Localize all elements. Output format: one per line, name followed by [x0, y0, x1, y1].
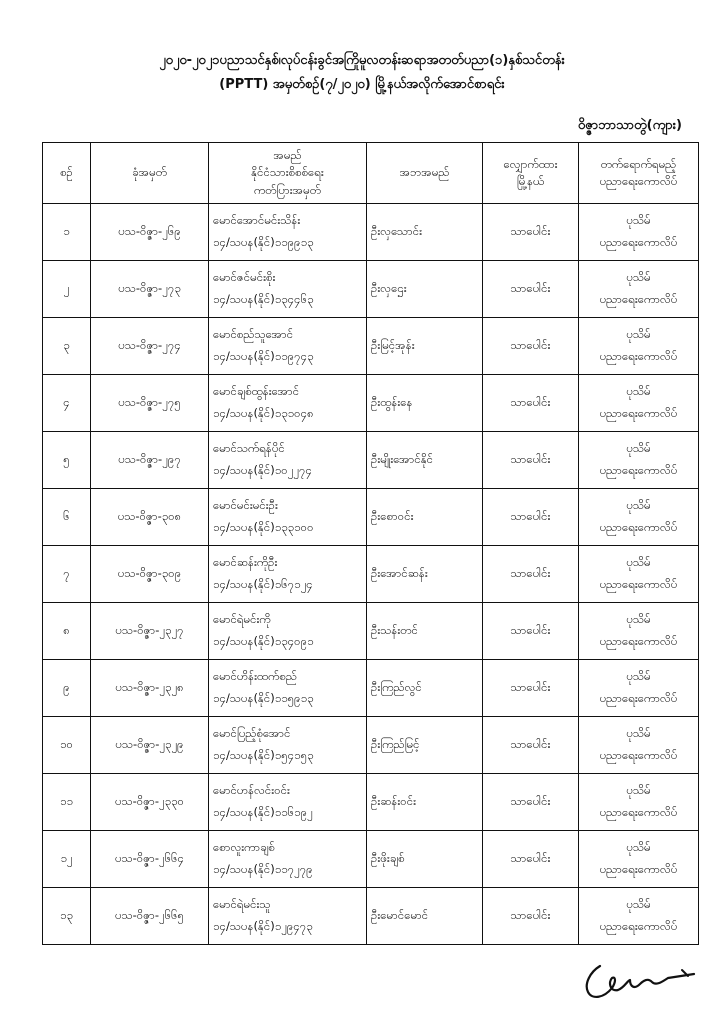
signature-mark — [582, 958, 700, 1002]
student-name: မောင်မင်းမင်းဦး — [213, 498, 278, 513]
row-number: ၇ — [43, 546, 91, 603]
table-row — [43, 774, 699, 831]
father-name: ဦးစောဝင်း — [367, 489, 483, 546]
header-name-line-2: နိုင်ငံသားစိစစ်ရေး — [251, 165, 324, 180]
table-row — [43, 489, 699, 546]
nrc-number: ၁၄/သပန(နိုင်)၁၁၇၂၇၉ — [213, 862, 313, 876]
table-row — [43, 546, 699, 603]
student-name: မောင်ချစ်ထွန်းအောင် — [213, 384, 300, 399]
name-nrc-cell — [209, 318, 367, 375]
row-number: ၁၂ — [43, 831, 91, 888]
results-table — [42, 142, 699, 945]
student-name: မောင်ပြည့်စုံအောင် — [213, 726, 291, 741]
father-name: ဦးကြည်လွင် — [367, 660, 483, 717]
roll-number: ပသ-ဝိဇ္ဇာ-၂၃၂၇ — [91, 603, 209, 660]
table-header-row — [43, 143, 699, 204]
student-name: မောင်ဟိန်းထက်စည် — [213, 669, 298, 684]
college-cell — [579, 432, 699, 489]
student-name: စောလူးကာချစ် — [213, 840, 275, 855]
name-nrc-cell — [209, 375, 367, 432]
college-name: ပညာရေးကောလိပ် — [599, 292, 678, 306]
college-cell — [579, 717, 699, 774]
nrc-number: ၁၄/သပန(နိုင်)၁၃၁၀၄၈ — [213, 406, 314, 420]
table-row — [43, 375, 699, 432]
name-nrc-cell — [209, 204, 367, 261]
college-name: ပညာရေးကောလိပ် — [599, 634, 678, 648]
header-roll-number: ခုံအမှတ် — [91, 143, 209, 204]
header-name-line-1: အမည် — [273, 148, 302, 163]
name-nrc-cell — [209, 660, 367, 717]
table-row — [43, 204, 699, 261]
nrc-number: ၁၄/သပန(နိုင်)၁၂၉၄၇၃ — [213, 919, 313, 933]
student-name: မောင်သက်ရန်ပိုင် — [213, 441, 285, 456]
college-cell — [579, 261, 699, 318]
father-name: ဦးဖိုးချစ် — [367, 831, 483, 888]
college-name: ပညာရေးကောလိပ် — [599, 805, 678, 819]
applied-township: သာပေါင်း — [483, 888, 579, 945]
father-name: ဦးမျိုးအောင်နိုင် — [367, 432, 483, 489]
college-name: ပညာရေးကောလိပ် — [599, 862, 678, 876]
nrc-number: ၁၄/သပန(နိုင်)၁၀၂၂၇၄ — [213, 463, 312, 477]
row-number: ၁ — [43, 204, 91, 261]
nrc-number: ၁၄/သပန(နိုင်)၁၅၄၁၅၃ — [213, 748, 314, 762]
college-city: ပုသိမ် — [626, 612, 651, 627]
name-nrc-cell — [209, 774, 367, 831]
student-name: မောင်ဆန်းကိုဦး — [213, 555, 278, 570]
college-cell — [579, 660, 699, 717]
college-city: ပုသိမ် — [626, 783, 651, 798]
header-college-line-1: တက်ရောက်ရမည့် — [600, 156, 677, 171]
row-number: ၃ — [43, 318, 91, 375]
row-number: ၉ — [43, 660, 91, 717]
header-no: စဉ် — [43, 143, 91, 204]
header-college — [579, 143, 699, 204]
college-name: ပညာရေးကောလိပ် — [599, 691, 678, 705]
applied-township: သာပေါင်း — [483, 831, 579, 888]
roll-number: ပသ-ဝိဇ္ဇာ-၃၀၉ — [91, 546, 209, 603]
college-city: ပုသိမ် — [626, 897, 651, 912]
nrc-number: ၁၄/သပန(နိုင်)၁၃၃၁၀၀ — [213, 520, 314, 534]
header-college-line-2: ပညာရေးကောလိပ် — [599, 174, 678, 188]
applied-township: သာပေါင်း — [483, 261, 579, 318]
header-name-nrc — [209, 143, 367, 204]
row-number: ၅ — [43, 432, 91, 489]
roll-number: ပသ-ဝိဇ္ဇာ-၂၆၆၅ — [91, 888, 209, 945]
college-name: ပညာရေးကောလိပ် — [599, 463, 678, 477]
header-township-line-2: မြို့နယ် — [516, 174, 545, 188]
table-row — [43, 831, 699, 888]
name-nrc-cell — [209, 432, 367, 489]
row-number: ၁၀ — [43, 717, 91, 774]
college-city: ပုသိမ် — [626, 498, 651, 513]
table-row — [43, 318, 699, 375]
college-cell — [579, 888, 699, 945]
nrc-number: ၁၄/သပန(နိုင်)၁၁၅၉၁၃ — [213, 691, 314, 705]
name-nrc-cell — [209, 546, 367, 603]
table-row — [43, 432, 699, 489]
applied-township: သာပေါင်း — [483, 318, 579, 375]
table-row — [43, 261, 699, 318]
college-name: ပညာရေးကောလိပ် — [599, 406, 678, 420]
section-label: ဝိဇ္ဇာဘာသာတွဲ(ကျား) — [577, 118, 682, 133]
college-city: ပုသိမ် — [626, 669, 651, 684]
applied-township: သာပေါင်း — [483, 717, 579, 774]
applied-township: သာပေါင်း — [483, 489, 579, 546]
header-name-line-3: ကတ်ပြားအမှတ် — [254, 182, 321, 197]
college-cell — [579, 774, 699, 831]
student-name: မောင်ဇင်မင်းစိုး — [213, 270, 276, 285]
name-nrc-cell — [209, 603, 367, 660]
nrc-number: ၁၄/သပန(နိုင်)၁၁၉၉၁၃ — [213, 235, 314, 249]
college-city: ပုသိမ် — [626, 384, 651, 399]
student-name: မောင်ရဲမင်းသူ — [213, 897, 271, 912]
student-name: မောင်ဟန်လင်းဝင်း — [213, 783, 290, 798]
table-row — [43, 717, 699, 774]
applied-township: သာပေါင်း — [483, 204, 579, 261]
college-city: ပုသိမ် — [626, 327, 651, 342]
college-cell — [579, 546, 699, 603]
roll-number: ပသ-ဝိဇ္ဇာ-၃၀၈ — [91, 489, 209, 546]
nrc-number: ၁၄/သပန(နိုင်)၁၁၉၇၄၃ — [213, 349, 314, 363]
roll-number: ပသ-ဝိဇ္ဇာ-၂၇၃ — [91, 261, 209, 318]
roll-number: ပသ-ဝိဇ္ဇာ-၂၉၇ — [91, 432, 209, 489]
college-name: ပညာရေးကောလိပ် — [599, 919, 678, 933]
student-name: မောင်အောင်မင်းသိန်း — [213, 213, 301, 228]
row-number: ၁၁ — [43, 774, 91, 831]
row-number: ၈ — [43, 603, 91, 660]
roll-number: ပသ-ဝိဇ္ဇာ-၂၃၂၉ — [91, 717, 209, 774]
header-father-name: အဘအမည် — [367, 143, 483, 204]
header-township — [483, 143, 579, 204]
document-title-line-2: (PPTT) အမှတ်စဉ်(၇/၂၀၂၀) မြို့နယ်အလိုက်အောင်စာရင်း — [219, 77, 505, 92]
college-cell — [579, 831, 699, 888]
father-name: ဦးသန်းတင် — [367, 603, 483, 660]
college-cell — [579, 489, 699, 546]
name-nrc-cell — [209, 489, 367, 546]
row-number: ၂ — [43, 261, 91, 318]
college-city: ပုသိမ် — [626, 270, 651, 285]
applied-township: သာပေါင်း — [483, 774, 579, 831]
college-name: ပညာရေးကောလိပ် — [599, 748, 678, 762]
table-row — [43, 888, 699, 945]
row-number: ၄ — [43, 375, 91, 432]
college-name: ပညာရေးကောလိပ် — [599, 577, 678, 591]
college-city: ပုသိမ် — [626, 726, 651, 741]
college-cell — [579, 375, 699, 432]
father-name: ဦးအောင်ဆန်း — [367, 546, 483, 603]
row-number: ၁၃ — [43, 888, 91, 945]
table-row — [43, 660, 699, 717]
nrc-number: ၁၄/သပန(နိုင်)၁၁၆၁၉၂ — [213, 805, 313, 819]
roll-number: ပသ-ဝိဇ္ဇာ-၂၃၂၈ — [91, 660, 209, 717]
header-township-line-1: လျှောက်ထား — [503, 156, 558, 171]
name-nrc-cell — [209, 831, 367, 888]
college-city: ပုသိမ် — [626, 213, 651, 228]
applied-township: သာပေါင်း — [483, 375, 579, 432]
father-name: ဦးမြင့်အုန်း — [367, 318, 483, 375]
college-cell — [579, 603, 699, 660]
name-nrc-cell — [209, 888, 367, 945]
nrc-number: ၁၄/သပန(နိုင်)၁၆၇၁၂၄ — [213, 577, 313, 591]
applied-township: သာပေါင်း — [483, 546, 579, 603]
college-city: ပုသိမ် — [626, 441, 651, 456]
college-city: ပုသိမ် — [626, 555, 651, 570]
name-nrc-cell — [209, 261, 367, 318]
document-title-line-1: ၂၀၂၀-၂၀၂၁ပညာသင်နှစ်၊လုပ်ငန်းခွင်အကြိုမူလတန်းဆရာအတတ်ပညာ(၁)နှစ်သင်တန်း — [159, 53, 565, 68]
father-name: ဦးထွန်းနေ — [367, 375, 483, 432]
applied-township: သာပေါင်း — [483, 660, 579, 717]
roll-number: ပသ-ဝိဇ္ဇာ-၂၇၅ — [91, 375, 209, 432]
table-row — [43, 603, 699, 660]
applied-township: သာပေါင်း — [483, 603, 579, 660]
student-name: မောင်စည်သူအောင် — [213, 327, 294, 342]
college-name: ပညာရေးကောလိပ် — [599, 235, 678, 249]
row-number: ၆ — [43, 489, 91, 546]
father-name: ဦးကြည်မြင့် — [367, 717, 483, 774]
roll-number: ပသ-ဝိဇ္ဇာ-၂၇၄ — [91, 318, 209, 375]
father-name: ဦးလှဌေး — [367, 261, 483, 318]
roll-number: ပသ-ဝိဇ္ဇာ-၂၆၆၄ — [91, 831, 209, 888]
father-name: ဦးမောင်မောင် — [367, 888, 483, 945]
nrc-number: ၁၄/သပန(နိုင်)၁၃၄၀၉၁ — [213, 634, 314, 648]
college-city: ပုသိမ် — [626, 840, 651, 855]
nrc-number: ၁၄/သပန(နိုင်)၁၃၄၄၆၃ — [213, 292, 314, 306]
roll-number: ပသ-ဝိဇ္ဇာ-၂၆၉ — [91, 204, 209, 261]
student-name: မောင်ရဲမင်းကို — [213, 612, 271, 627]
father-name: ဦးဆန်းဝင်း — [367, 774, 483, 831]
college-cell — [579, 318, 699, 375]
applied-township: သာပေါင်း — [483, 432, 579, 489]
college-name: ပညာရေးကောလိပ် — [599, 349, 678, 363]
college-cell — [579, 204, 699, 261]
roll-number: ပသ-ဝိဇ္ဇာ-၂၃၃၀ — [91, 774, 209, 831]
college-name: ပညာရေးကောလိပ် — [599, 520, 678, 534]
father-name: ဦးလှသောင်း — [367, 204, 483, 261]
name-nrc-cell — [209, 717, 367, 774]
